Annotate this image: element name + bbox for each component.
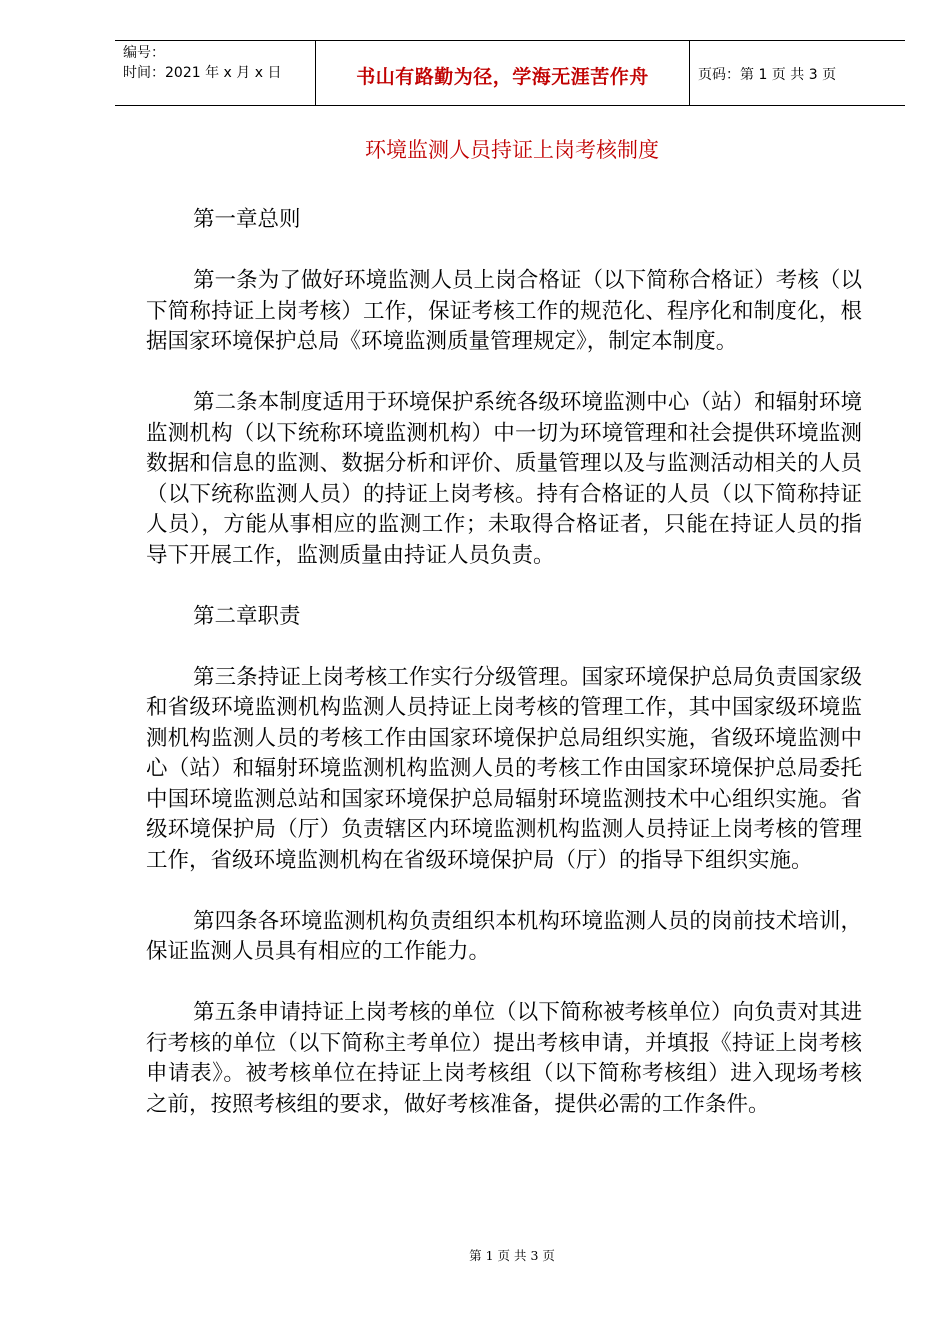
time-label: 时间：2021 年 x 月 x 日	[123, 65, 282, 81]
serial-label: 编号：	[123, 45, 165, 61]
document-title: 环境监测人员持证上岗考核制度	[365, 138, 659, 162]
motto-text: 书山有路勤为径，学海无涯苦作舟	[356, 66, 649, 88]
chapter-heading: 第二章职责	[193, 603, 301, 629]
article-paragraph: 第四条各环境监测机构负责组织本机构环境监测人员的岗前技术培训，保证监测人员具有相应的工作能力。	[146, 908, 862, 964]
header-motto-cell	[316, 41, 690, 105]
page-header	[115, 40, 905, 106]
article-paragraph: 第一条为了做好环境监测人员上岗合格证（以下简称合格证）考核（以下简称持证上岗考核）工作，保证考核工作的规范化、程序化和制度化，根据国家环境保护总局《环境监测质量管理规定》，制定本制度。	[146, 268, 862, 354]
header-page-cell	[690, 41, 905, 105]
document-body	[146, 205, 862, 1151]
header-page-info: 页码：第 1 页 共 3 页	[698, 67, 837, 83]
page-footer: 第 1 页 共 3 页	[469, 1248, 555, 1263]
article-paragraph: 第五条申请持证上岗考核的单位（以下简称被考核单位）向负责对其进行考核的单位（以下简称主考单位）提出考核申请，并填报《持证上岗考核申请表》。被考核单位在持证上岗考核组（以下简称考核组）进入现场考核之前，按照考核组的要求，做好考核准备，提供必需的工作条件。	[146, 1000, 862, 1117]
chapter-heading: 第一章总则	[193, 207, 301, 232]
header-info-cell	[115, 41, 316, 105]
article-paragraph: 第三条持证上岗考核工作实行分级管理。国家环境保护总局负责国家级和省级环境监测机构监测人员持证上岗考核的管理工作，其中国家级环境监测机构监测人员的考核工作由国家环境保护总局组织实施，省级环境监测中心（站）和辐射环境监测机构监测人员的考核工作由国家环境保护总局委托中国环境监测总站和国家环境保护总局辐射环境监测技术中心组织实施。省级环境保护局（厅）负责辖区内环境监测机构监测人员持证上岗考核的管理工作，省级环境监测机构在省级环境保护局（厅）的指导下组织实施。	[146, 664, 862, 873]
article-paragraph: 第二条本制度适用于环境保护系统各级环境监测中心（站）和辐射环境监测机构（以下统称环境监测机构）中一切为环境管理和社会提供环境监测数据和信息的监测、数据分析和评价、质量管理以及与监测活动相关的人员（以下统称监测人员）的持证上岗考核。持有合格证的人员（以下简称持证人员），方能从事相应的监测工作；未取得合格证者，只能在持证人员的指导下开展工作，监测质量由持证人员负责。	[146, 390, 862, 568]
